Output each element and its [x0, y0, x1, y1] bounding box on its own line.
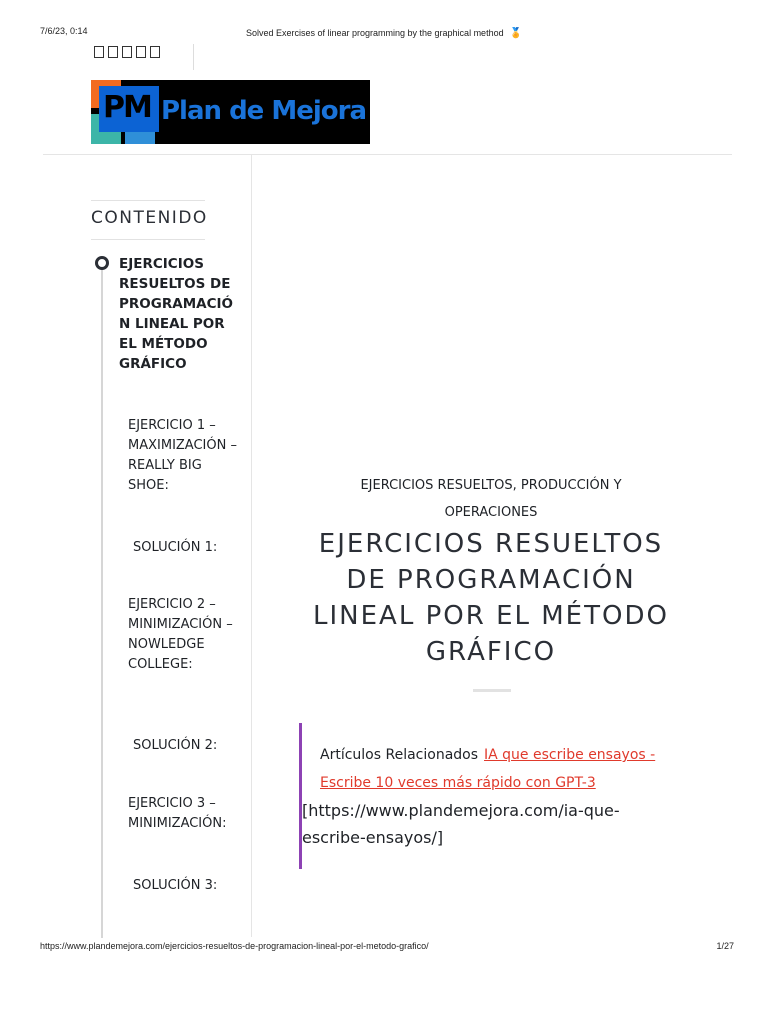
print-footer	[40, 941, 734, 955]
header-divider	[193, 44, 194, 70]
toc-item-solucion-2[interactable]: SOLUCIÓN 2:	[133, 738, 218, 753]
sidebar-divider	[251, 155, 252, 937]
toc-item-ejercicio-1[interactable]: EJERCICIO 1 – MAXIMIZACIÓN – REALLY BIG SHOE:	[128, 418, 237, 493]
print-header	[40, 26, 728, 40]
toc-heading: CONTENIDO	[91, 208, 208, 228]
toc-rule-bottom	[91, 239, 205, 240]
medal-icon: 🏅	[509, 28, 523, 39]
print-page-number: 1/27	[716, 941, 734, 951]
share-icon[interactable]	[122, 46, 132, 58]
toc-current-marker-icon	[95, 256, 109, 270]
header-rule	[43, 154, 732, 155]
share-icon[interactable]	[136, 46, 146, 58]
toc-item-solucion-1[interactable]: SOLUCIÓN 1:	[133, 540, 218, 555]
toc-track	[101, 268, 103, 938]
article-title: EJERCICIOS RESUELTOS DE PROGRAMACIÓN LINEAL POR EL MÉTODO GRÁFICO	[313, 529, 669, 667]
print-url: https://www.plandemejora.com/ejercicios-resueltos-de-programacion-lineal-por-el-metodo-grafico/	[40, 941, 429, 951]
share-icon[interactable]	[150, 46, 160, 58]
site-logo[interactable]	[91, 80, 370, 144]
toc-rule-top	[91, 200, 205, 201]
social-share-bar	[94, 46, 160, 58]
toc-item-ejercicio-3[interactable]: EJERCICIO 3 – MINIMIZACIÓN:	[128, 796, 227, 831]
article-category[interactable]: EJERCICIOS RESUELTOS, PRODUCCIÓN Y OPERACIONES	[360, 478, 622, 520]
print-title	[40, 28, 728, 39]
logo-mark: PM	[103, 90, 151, 125]
title-divider	[473, 689, 511, 692]
related-link[interactable]: IA que escribe ensayos - Escribe 10 veces más rápido con GPT-3	[320, 747, 656, 791]
related-label: Artículos Relacionados	[320, 747, 479, 763]
related-url: [https://www.plandemejora.com/ia-que-escribe-ensayos/]	[302, 801, 620, 847]
logo-text: Plan de Mejora	[161, 96, 367, 126]
toc-item-solucion-3[interactable]: SOLUCIÓN 3:	[133, 878, 218, 893]
print-date: 7/6/23, 0:14	[40, 26, 88, 36]
print-title-text: Solved Exercises of linear programming by the graphical method	[245, 28, 504, 38]
related-articles-box	[299, 723, 672, 869]
share-icon[interactable]	[108, 46, 118, 58]
toc-item-main[interactable]: EJERCICIOS RESUELTOS DE PROGRAMACIÓN LINEAL POR EL MÉTODO GRÁFICO	[119, 256, 233, 372]
share-icon[interactable]	[94, 46, 104, 58]
toc-item-ejercicio-2[interactable]: EJERCICIO 2 – MINIMIZACIÓN – NOWLEDGE COLLEGE:	[128, 597, 233, 672]
related-articles-text	[320, 741, 670, 797]
